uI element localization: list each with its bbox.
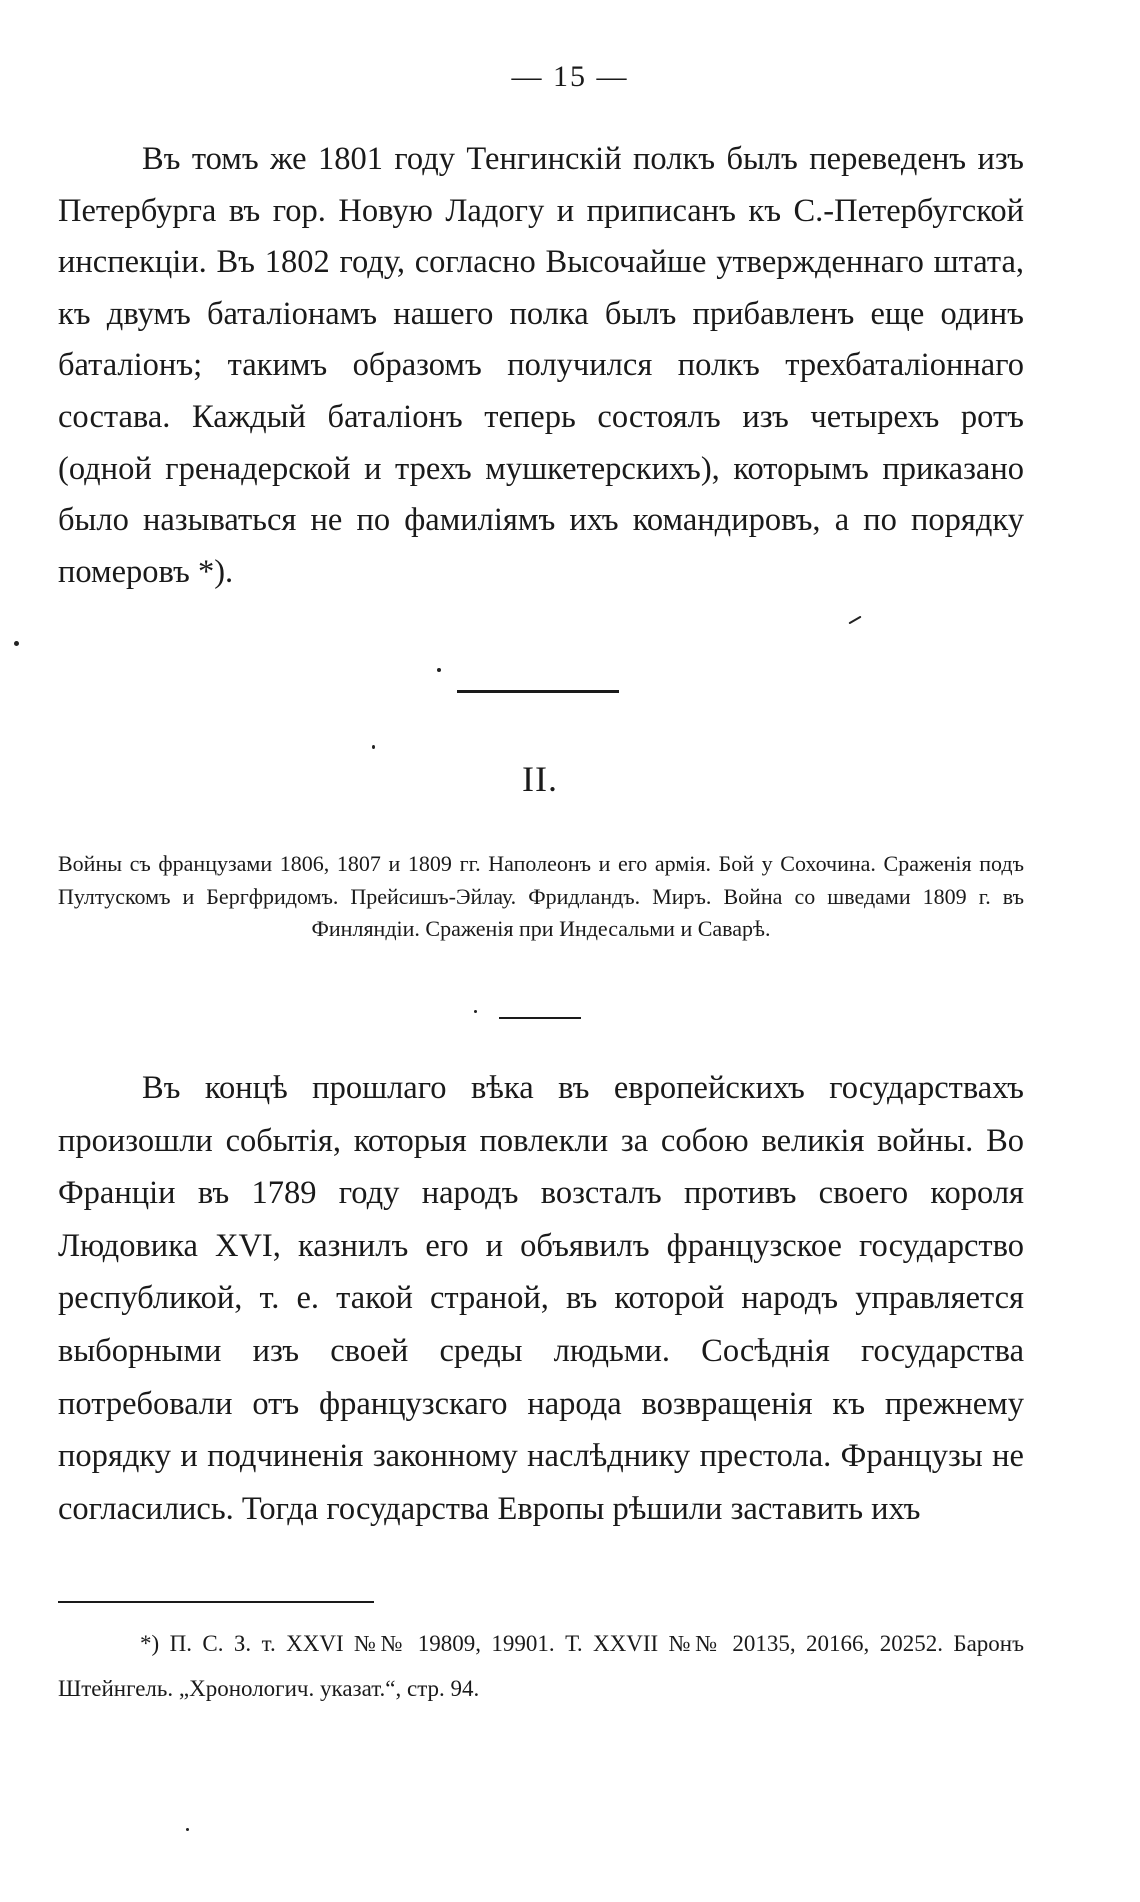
section-divider	[457, 690, 619, 693]
paragraph-regiment-history: Въ томъ же 1801 году Тенгинскій полкъ былъ переведенъ изъ Петербурга въ гор. Новую Ладогу и приписанъ къ С.-Петербугской инспекціи. Въ 1802 году, согласно Высочайше утвержденнаго штата, къ двумъ баталіонамъ нашего полка былъ прибавленъ еще одинъ баталіонъ; такимъ образомъ получился полкъ трехбаталіоннаго состава. Каждый баталіонъ теперь состоялъ изъ четырехъ ротъ (одной гренадерской и трехъ мушкетерскихъ), которымъ приказано было называться не по фамиліямъ ихъ командировъ, а по порядку померовъ *).	[58, 141, 1024, 590]
page-number: — 15 —	[511, 60, 629, 93]
print-speck	[14, 641, 19, 646]
section-summary: Войны съ французами 1806, 1807 и 1809 гг. Наполеонъ и его армія. Бой у Сохочина. Сраженія подъ Пултускомъ и Бергфридомъ. Прейсишъ-Эйлау. Фридландъ. Миръ. Война со шведами 1809 г. въ Финляндіи. Сраженія при Индесальми и Саварѣ.	[58, 851, 1024, 941]
print-speck	[474, 1010, 477, 1013]
footnote: *) П. С. З. т. XXVI №№ 19809, 19901. Т. XXVII №№ 20135, 20166, 20252. Баронъ Штейнгель. „Хронологич. указат.“, стр. 94.	[58, 1631, 1024, 1701]
section-number: II.	[522, 759, 558, 799]
footnote-divider	[58, 1601, 374, 1603]
print-speck	[372, 745, 375, 749]
paragraph-french-wars: Въ концѣ прошлаго вѣка въ европейскихъ государствахъ произошли событія, которыя повлекли за собою великія войны. Во Франціи въ 1789 году народъ возсталъ противъ своего короля Людовика XVI, казнилъ его и объявилъ французское государство республикой, т. е. такой страной, въ которой народъ управляется выборными изъ своей среды людьми. Сосѣднія государства потребовали отъ французскаго народа возвращенія къ прежнему порядку и подчиненія законному наслѣднику престола. Французы не согласились. Тогда государства Европы рѣшили заставить ихъ	[58, 1070, 1024, 1527]
summary-divider	[499, 1017, 581, 1019]
print-speck	[437, 668, 441, 672]
print-speck	[186, 1828, 189, 1831]
print-speck	[848, 616, 861, 625]
